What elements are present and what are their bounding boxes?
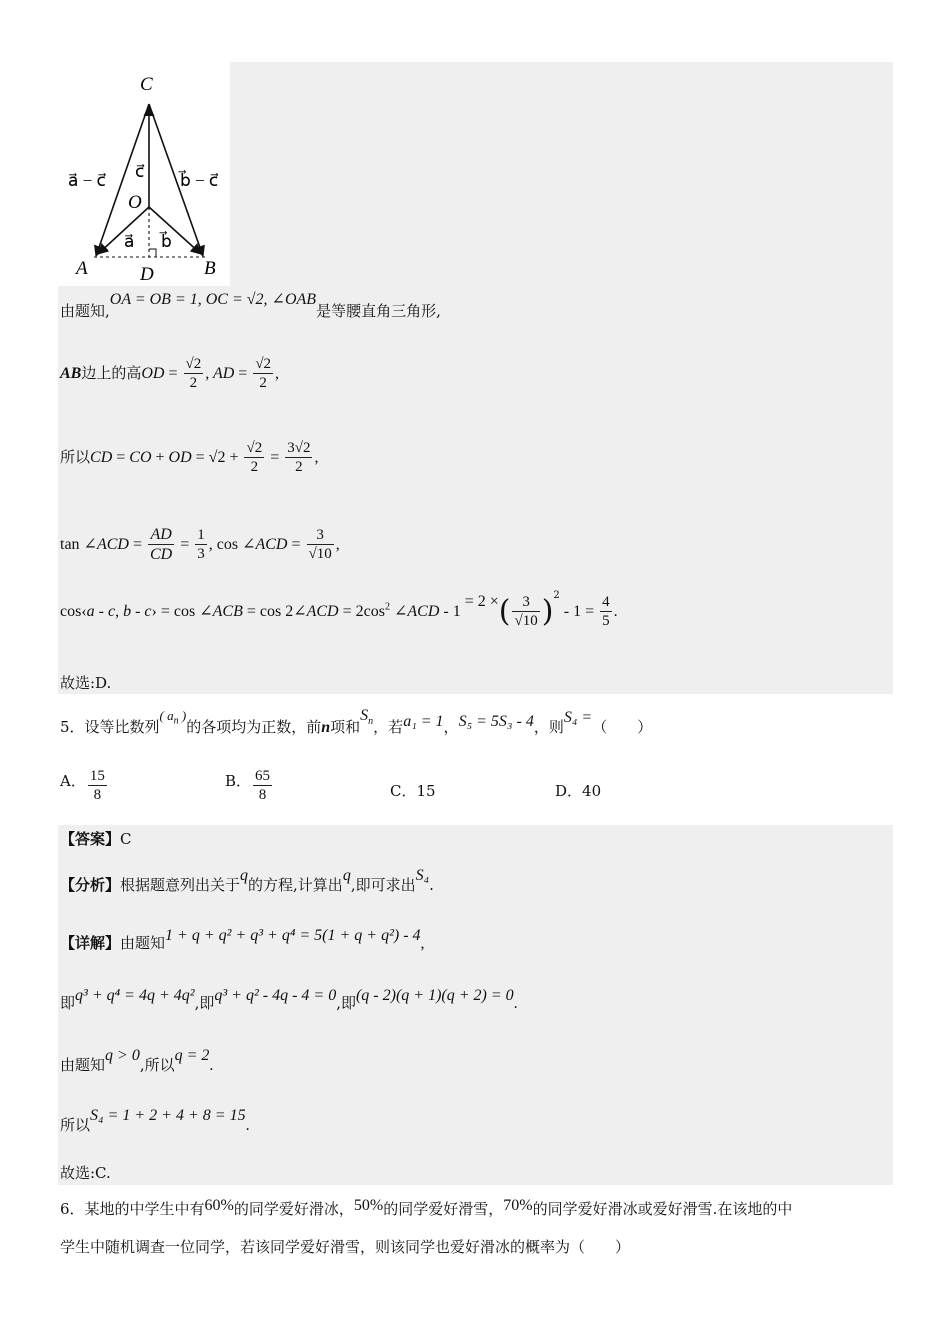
q4-line-3: 所以CD = CO + OD = √2 + $\frac{√2}{2}$ = $\frac{3√2}{2}$ , xyxy=(60,440,319,475)
option-a[interactable]: A． $\frac{15}{8}$ xyxy=(60,768,105,803)
q4-choose: 故选:D. xyxy=(60,674,112,692)
label-c: c⃗ xyxy=(135,162,145,181)
label-D: D xyxy=(140,264,154,285)
label-b: b⃗ xyxy=(161,232,172,251)
q5-sum: 所以S₄ = 1 + 2 + 4 + 8 = 15. xyxy=(60,1107,250,1134)
q5-choose: 故选:C. xyxy=(60,1164,111,1182)
label-O: O xyxy=(128,192,142,213)
label-a-minus-c: a⃗ − c⃗ xyxy=(68,171,106,190)
option-c[interactable]: C．15 xyxy=(390,782,436,800)
label-b-minus-c: b⃗ − c⃗ xyxy=(180,171,219,190)
q5-answer: 【答案】C xyxy=(60,830,132,848)
label-B: B xyxy=(204,258,216,279)
q4-line-5: cos‹a - c, b - c› = cos ∠ACB = cos 2∠ACD = $2\cos^2$ ∠ACD - 1 = 2 ×( $\frac{3}{√10}$ )$^2$ - 1 = $\frac{4}{5}$ . xyxy=(60,590,618,629)
q5-q-value: 由题知q > 0,所以q = 2. xyxy=(60,1047,214,1074)
vector-figure xyxy=(58,62,230,286)
q5-options xyxy=(60,768,890,812)
label-C: C xyxy=(140,74,153,95)
q5-stem: 5．设等比数列( $a_n$ )的各项均为正数，前n项和$S_n$，若a₁ = 1，S₅ = 5S₃ - 4，则S₄ =（ ） xyxy=(60,707,653,736)
option-b[interactable]: B． $\frac{65}{8}$ xyxy=(225,768,271,803)
frac-sqrt2-over-2b: $\frac{√2}{2}$ xyxy=(255,356,272,391)
q4-line-1: 由题知,OA = OB = 1, OC = √2, ∠OAB是等腰直角三角形, xyxy=(60,291,441,320)
q5-detail: 【详解】由题知1 + q + q² + q³ + q⁴ = 5(1 + q + q²) - 4, xyxy=(60,927,425,952)
label-A: A xyxy=(76,258,88,279)
q4-line-4: tan ∠ACD = $\frac{AD}{CD}$ = $\frac{1}{3}$ , cos ∠ACD = $\frac{3}{√10}$ , xyxy=(60,526,340,563)
q6-stem-line2: 学生中随机调查一位同学，若该同学爱好滑雪，则该同学也爱好滑冰的概率为（ ） xyxy=(60,1238,631,1256)
q5-equations: 即q³ + q⁴ = 4q + 4q²,即q³ + q² - 4q - 4 = 0,即(q - 2)(q + 1)(q + 2) = 0. xyxy=(60,987,518,1012)
option-d[interactable]: D．40 xyxy=(555,782,602,800)
q6-stem-line1: 6．某地的中学生中有60%的同学爱好滑冰，50%的同学爱好滑雪，70%的同学爱好滑冰或爱好滑雪.在该地的中 xyxy=(60,1197,793,1218)
frac-sqrt2-over-2: $\frac{√2}{2}$ xyxy=(185,356,202,391)
q4-line-2: AB边上的高OD = $\frac{√2}{2}$ , AD = $\frac{√2}{2}$ , xyxy=(60,356,280,391)
q4-line1-math: OA = OB = 1, OC = √2, ∠OAB xyxy=(109,291,317,308)
label-a: a⃗ xyxy=(124,232,135,251)
q5-analysis: 【分析】根据题意列出关于q的方程,计算出q,即可求出S₄. xyxy=(60,867,434,894)
